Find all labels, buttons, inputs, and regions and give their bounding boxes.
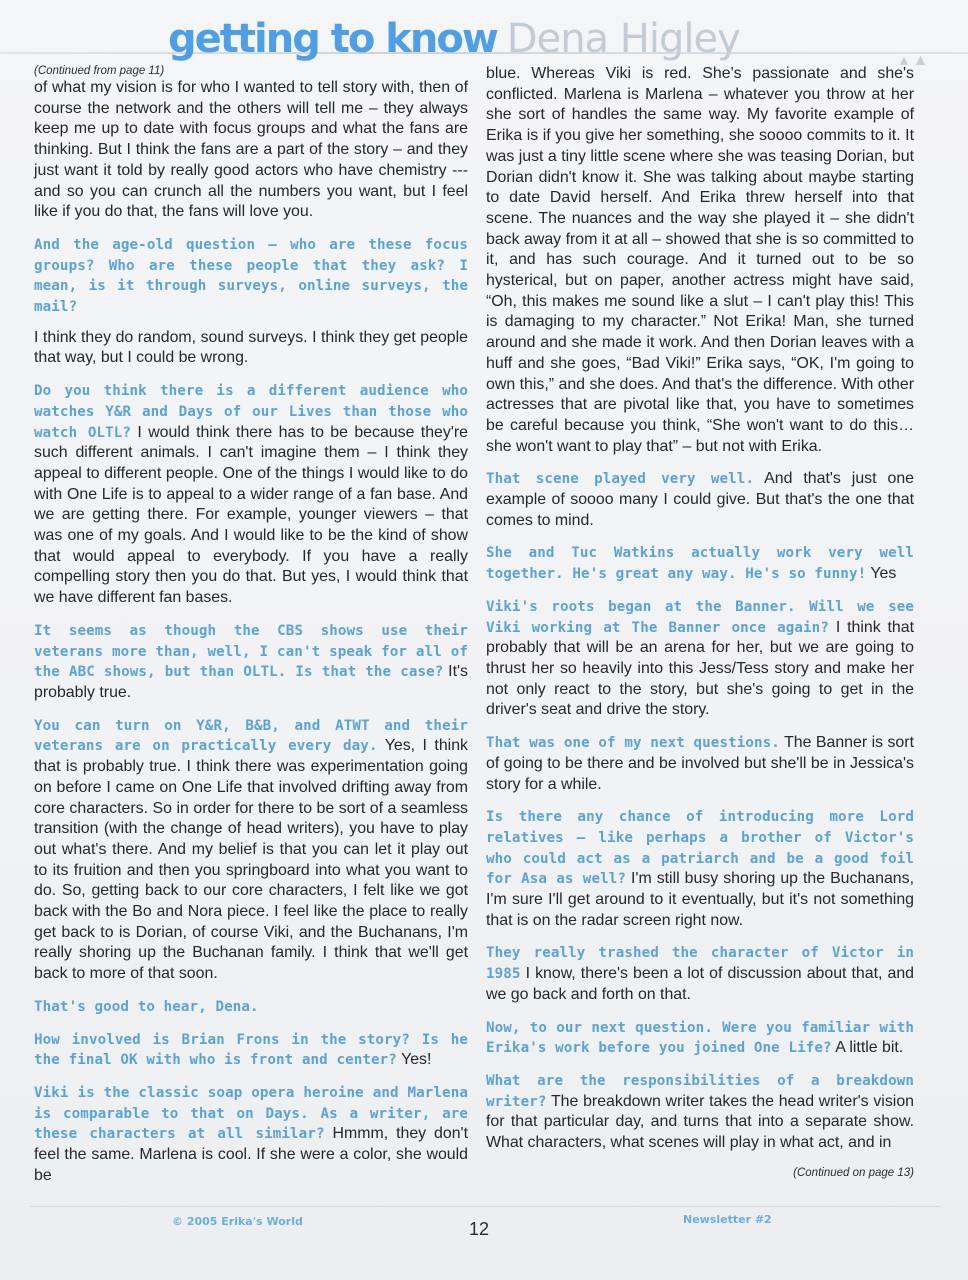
footer-rule bbox=[30, 1206, 940, 1207]
answer: The Banner is sort of going to be there and be involved but she'll be in Jessica's story for a while. bbox=[486, 734, 914, 793]
qa-block bbox=[486, 597, 914, 721]
continued-from-note: (Continued from page 11) bbox=[34, 65, 165, 77]
qa-block bbox=[486, 1018, 914, 1059]
qa-block bbox=[34, 1083, 468, 1187]
answer: The breakdown writer takes the head writer's vision for that particular day, and turns that into a separate show. What characters, what scenes will play in what act, and in bbox=[486, 1092, 914, 1152]
qa-block bbox=[486, 943, 914, 1005]
title-light: Dena Higley bbox=[506, 16, 740, 62]
answer: I think they do random, sound surveys. I think they get people that way, but I could be wrong. bbox=[34, 328, 468, 367]
qa-block bbox=[34, 381, 468, 609]
qa-block bbox=[34, 997, 468, 1018]
answer: I know, there's been a lot of discussion about that, and we go back and forth on that. bbox=[486, 965, 914, 1003]
page-number: 12 bbox=[469, 1219, 490, 1239]
question: That's good to hear, Dena. bbox=[34, 998, 259, 1015]
qa-block bbox=[34, 621, 468, 704]
page-title bbox=[168, 16, 740, 62]
question: It seems as though the CBS shows use their veterans more than, well, I can't speak for all of the ABC shows, but than OLTL. Is that the case? bbox=[34, 622, 468, 681]
qa-block bbox=[486, 469, 914, 531]
question: That was one of my next questions. bbox=[486, 735, 780, 752]
question: Is there any chance of introducing more Lord relatives – like perhaps a brother of Victor's who could act as a patriarch and be a good foil for Asa as well? bbox=[486, 809, 914, 888]
answer: It's probably true. bbox=[34, 663, 468, 701]
answer: I would think there has to be because they're such different animals. I can't imagine them – I think they appeal to different people. One of the things I would like to do with One Life is to appeal to a wider range of a fan base. And we are getting there. For example, younger viewers – that was one of my goals. And I would like to be the kind of show that would appeal to everybody. If you have a really compelling story then you do that. But yes, I would think that we have different fan bases. bbox=[34, 423, 469, 607]
left-column bbox=[34, 64, 468, 1198]
question: And the age-old question – who are these focus groups? Who are these people that they ask? I mean, is it through surveys, online surveys, the mail? bbox=[34, 236, 468, 316]
qa-block bbox=[486, 543, 914, 584]
qa-block bbox=[486, 1071, 914, 1154]
question: How involved is Brian Frons in the story? Is he the final OK with who is front and center? bbox=[34, 1031, 468, 1069]
title-bold: getting to know bbox=[168, 16, 497, 62]
question: That scene played very well. bbox=[486, 471, 755, 488]
qa-block bbox=[486, 733, 914, 795]
answer: Hmmm, they don't feel the same. Marlena is cool. If she were a color, she would be bbox=[34, 1125, 469, 1184]
corner-ornament-icon: ▴ ▲ bbox=[900, 52, 929, 69]
footer-copyright: © 2005 Erika's World bbox=[172, 1215, 303, 1228]
question: You can turn on Y&R, B&B, and ATWT and their veterans are on practically every day. bbox=[34, 717, 468, 755]
answer: I think that probably that will be an arena for her, but we are going to thrust her so heavily into this Jess/Tess story and make her not only react to the story, but she's going to get in the driver's seat and drive the story. bbox=[486, 618, 914, 719]
question: What are the responsibilities of a breakdown writer? bbox=[486, 1072, 914, 1110]
paragraph: of what my vision is for who I wanted to tell story with, then of course the network and the others will tell me – they always keep me up to date with focus groups and what the fans are thinking. But I think the fans are a part of the story – and they just want it told by really good actors who have chemistry --- and so you can crunch all the numbers you want, but I feel like if you do that, the fans will love you. bbox=[34, 79, 468, 221]
answer: Yes, I think that is probably true. I think there was experimentation going on before I came on One Life that involved drifting away from core characters. So in order for there to be sort of a seamless transition (with the change of head writers), you have to play out what's there. And my belief is that you can let it play out to its fruition and then you springboard into what you want to do. So, getting back to our core characters, I felt like we got back with the Bo and Nora piece. I feel like the place to really get back to is Dorian, of course Viki, and the Buchanans, I'm really shoring up the Buchanan family. I think that we'll get back to more of that soon. bbox=[34, 737, 468, 983]
answer: Yes! bbox=[396, 1051, 432, 1069]
question: They really trashed the character of Victor in 1985 bbox=[486, 945, 914, 983]
continued-on-note: (Continued on page 13) bbox=[793, 1166, 914, 1179]
question: Now, to our next question. Were you familiar with Erika's work before you joined One Life? bbox=[486, 1019, 914, 1057]
footer-newsletter: Newsletter #2 bbox=[683, 1213, 772, 1226]
answer: I'm still busy shoring up the Buchanans, I'm sure I'll get around to it eventually, but it's not something that is on the radar screen right now. bbox=[486, 870, 915, 929]
answer: Yes bbox=[866, 565, 897, 583]
qa-block bbox=[34, 716, 468, 985]
question: Viki's roots began at the Banner. Will we see Viki working at The Banner once again? bbox=[486, 598, 914, 636]
question: Viki is the classic soap opera heroine and Marlena is comparable to that on Days. As a writer, are these characters at all similar? bbox=[34, 1084, 468, 1143]
qa-block bbox=[34, 1030, 468, 1071]
answer: A little bit. bbox=[831, 1039, 904, 1057]
qa-block bbox=[34, 235, 468, 318]
qa-block bbox=[486, 807, 914, 931]
paragraph: blue. Whereas Viki is red. She's passionate and she's conflicted. Marlena is Marlena – whatever you throw at her she sort of handles the same way. My favorite example of Erika is if you give her something, she soooo commits to it. It was just a tiny little scene where she was teasing Dorian, but Dorian didn't know it. She was talking about maybe starting to date David herself. And Erika threw herself into that scene. The nuances and the way she played it – she didn't back away from it at all – showed that she is so committed to it, and has such courage. And it turned out to be so hysterical, but on paper, another actress might have said, “Oh, this makes me sound like a slut – I can't play this! This is damaging to my character.” Not Erika! Man, she turned around and she made it work. And then Dorian leaves with a huff and she goes, “Bad Viki!” Erika says, “OK, I'm going to own this,” and she does. And that's the difference. With other actresses that are pivotal like that, you have to sometimes be careful because you think, “She won't want to do this…she won't want to play that” – but not with Erika. bbox=[486, 65, 914, 455]
right-column bbox=[486, 64, 914, 1180]
question: Do you think there is a different audience who watches Y&R and Days of our Lives than those who watch OLTL? bbox=[34, 383, 468, 441]
answer: And that's just one example of soooo many I could give. But that's the one that comes to mind. bbox=[486, 470, 914, 529]
question: She and Tuc Watkins actually work very well together. He's great any way. He's so funny! bbox=[486, 545, 914, 583]
header bbox=[0, 10, 968, 69]
